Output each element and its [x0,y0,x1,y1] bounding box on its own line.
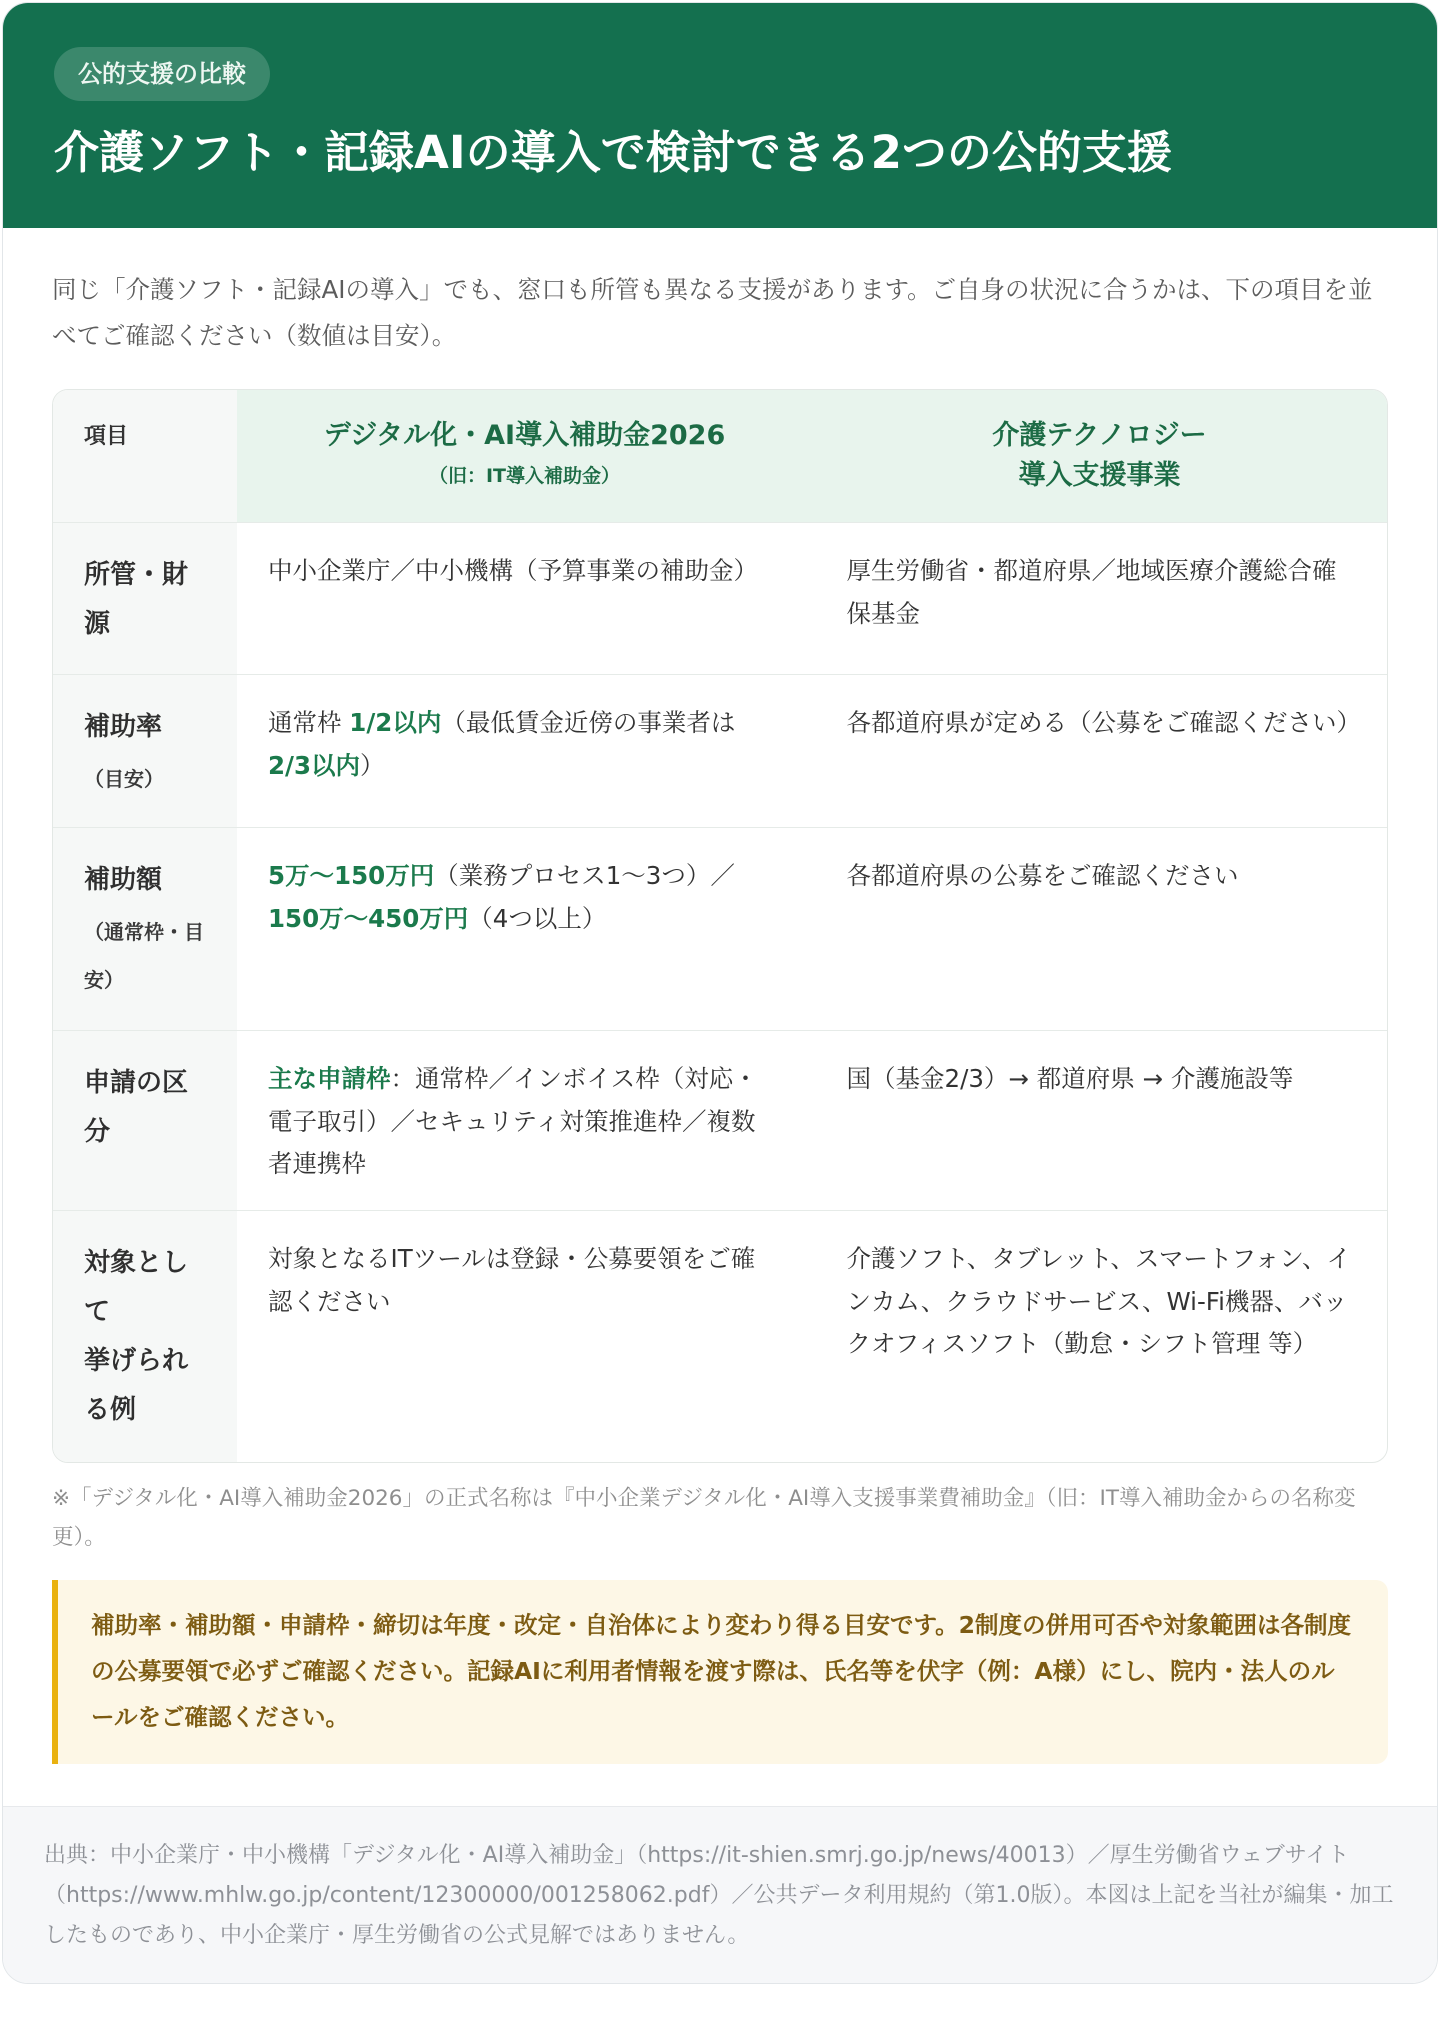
care-tech-support-cell [816,828,1388,1030]
care-tech-support-cell [816,1211,1388,1462]
care-tech-support-cell [816,523,1388,674]
category-badge: 公的支援の比較 [54,47,270,101]
caution-text: 補助率・補助額・申請枠・締切は年度・改定・自治体により変わり得る目安です。2制度の併用可否や対象範囲は各制度の公募要領で必ずご確認ください。記録AIに利用者情報を渡す際は、氏名等を伏字（例：A様）にし、院内・法人のルールをご確認ください。 [91,1611,1351,1731]
text-segment: 通常枠 [268,708,350,737]
text-segment: 厚生労働省・都道府県／地域医療介護総合確保基金 [846,556,1337,628]
column-header-subtitle: （旧：IT導入補助金） [428,465,621,487]
text-segment: 介護ソフト、タブレット、スマートフォン、インカム、クラウドサービス、Wi-Fi機器、バックオフィスソフト（勤怠・シフト管理 等） [846,1244,1351,1358]
cell-text [268,550,778,593]
caution-box [52,1580,1388,1764]
footnote: ※「デジタル化・AI導入補助金2026」の正式名称は『中小企業デジタル化・AI導入支援事業費補助金』（旧：IT導入補助金からの名称変更）。 [52,1486,1356,1550]
row-label: 所管・財源 [84,560,189,639]
row-sublabel: （目安） [84,767,164,791]
row-header-cell [53,1031,237,1210]
table-row [53,522,1387,674]
row-label: 補助額 [84,865,163,895]
highlight-text: 150万〜450万円 [268,903,469,933]
digital-ai-subsidy-cell [237,828,816,1030]
row-sublabel: （通常枠・目安） [84,920,204,992]
digital-ai-subsidy-cell [237,675,816,827]
comparison-table [52,389,1388,1463]
text-segment: 各都道府県が定める（公募をご確認ください） [846,708,1361,737]
highlight-text: 1/2以内 [349,708,442,737]
cell-text [268,855,778,940]
care-tech-support-cell [816,1031,1388,1210]
cell-text [268,1238,778,1323]
text-segment: ） [360,750,385,780]
digital-ai-subsidy-cell [237,1031,816,1210]
text-segment: （業務プロセス1〜3つ）／ [434,861,735,890]
text-segment: 各都道府県の公募をご確認ください [846,861,1239,890]
table-row [53,827,1387,1030]
text-segment: 中小企業庁／中小機構（予算事業の補助金） [268,556,758,585]
row-header-cell [53,523,237,674]
cell-text [847,1238,1357,1366]
cell-text [847,550,1357,635]
table-row [53,1030,1387,1210]
text-segment: 対象となるITツールは登録・公募要領をご確認ください [268,1244,756,1316]
row-header-cell [53,828,237,1030]
cell-text [268,702,778,787]
column-header-item-cell [53,390,237,522]
row-header-cell [53,675,237,827]
table-row [53,1210,1387,1462]
source-footer [3,1806,1437,1983]
cell-text [847,855,1357,898]
highlight-text: 5万〜150万円 [268,861,435,890]
cell-text [847,1058,1357,1101]
cell-text [846,702,1361,745]
comparison-card [2,2,1438,1984]
text-segment: ：通常枠／インボイス枠（対応・電子取引）／セキュリティ対策推進枠／複数者連携枠 [268,1064,758,1178]
row-label: 補助率 [84,712,163,742]
highlight-text: 2/3以内 [268,750,361,780]
digital-ai-subsidy-cell [237,1211,816,1462]
column-header-digital-ai-subsidy [237,390,812,522]
row-label: 対象として 挙げられる例 [84,1248,189,1425]
column-header-care-tech-support [812,390,1387,522]
highlight-text: 主な申請枠 [268,1064,391,1093]
care-tech-support-cell [816,675,1388,827]
intro-text: 同じ「介護ソフト・記録AIの導入」でも、窓口も所管も異なる支援があります。ご自身の状況に合うかは、下の項目を並べてご確認ください（数値は目安）。 [52,275,1373,350]
text-segment: （4つ以上） [468,903,607,933]
text-segment: 国（基金2/3）→ 都道府県 → 介護施設等 [846,1064,1294,1093]
column-header-title: 介護テクノロジー 導入支援事業 [992,420,1207,491]
source-text: 出典：中小企業庁・中小機構「デジタル化・AI導入補助金」（https://it-shien.smrj.go.jp/news/40013）／厚生労働省ウェブサイト（https://www.mhlw.go.jp/content/12300000/001258062.pdf）／公共データ利用規約（第1.0版）。本図は上記を当社が編集・加工したものであり、中小企業庁・厚生労働省の公式見解ではありません。 [44,1843,1394,1948]
page-title: 介護ソフト・記録AIの導入で検討できる2つの公的支援 [54,126,1172,179]
row-label: 申請の区分 [84,1068,189,1147]
digital-ai-subsidy-cell [237,523,816,674]
column-header-title: デジタル化・AI導入補助金2026 [323,420,726,451]
table-row [53,674,1387,827]
cell-text [268,1058,778,1186]
column-header-item: 項目 [84,424,129,449]
table-header-row [53,390,1387,522]
row-header-cell [53,1211,237,1462]
card-header [3,3,1437,228]
text-segment: （最低賃金近傍の事業者は [441,708,736,737]
